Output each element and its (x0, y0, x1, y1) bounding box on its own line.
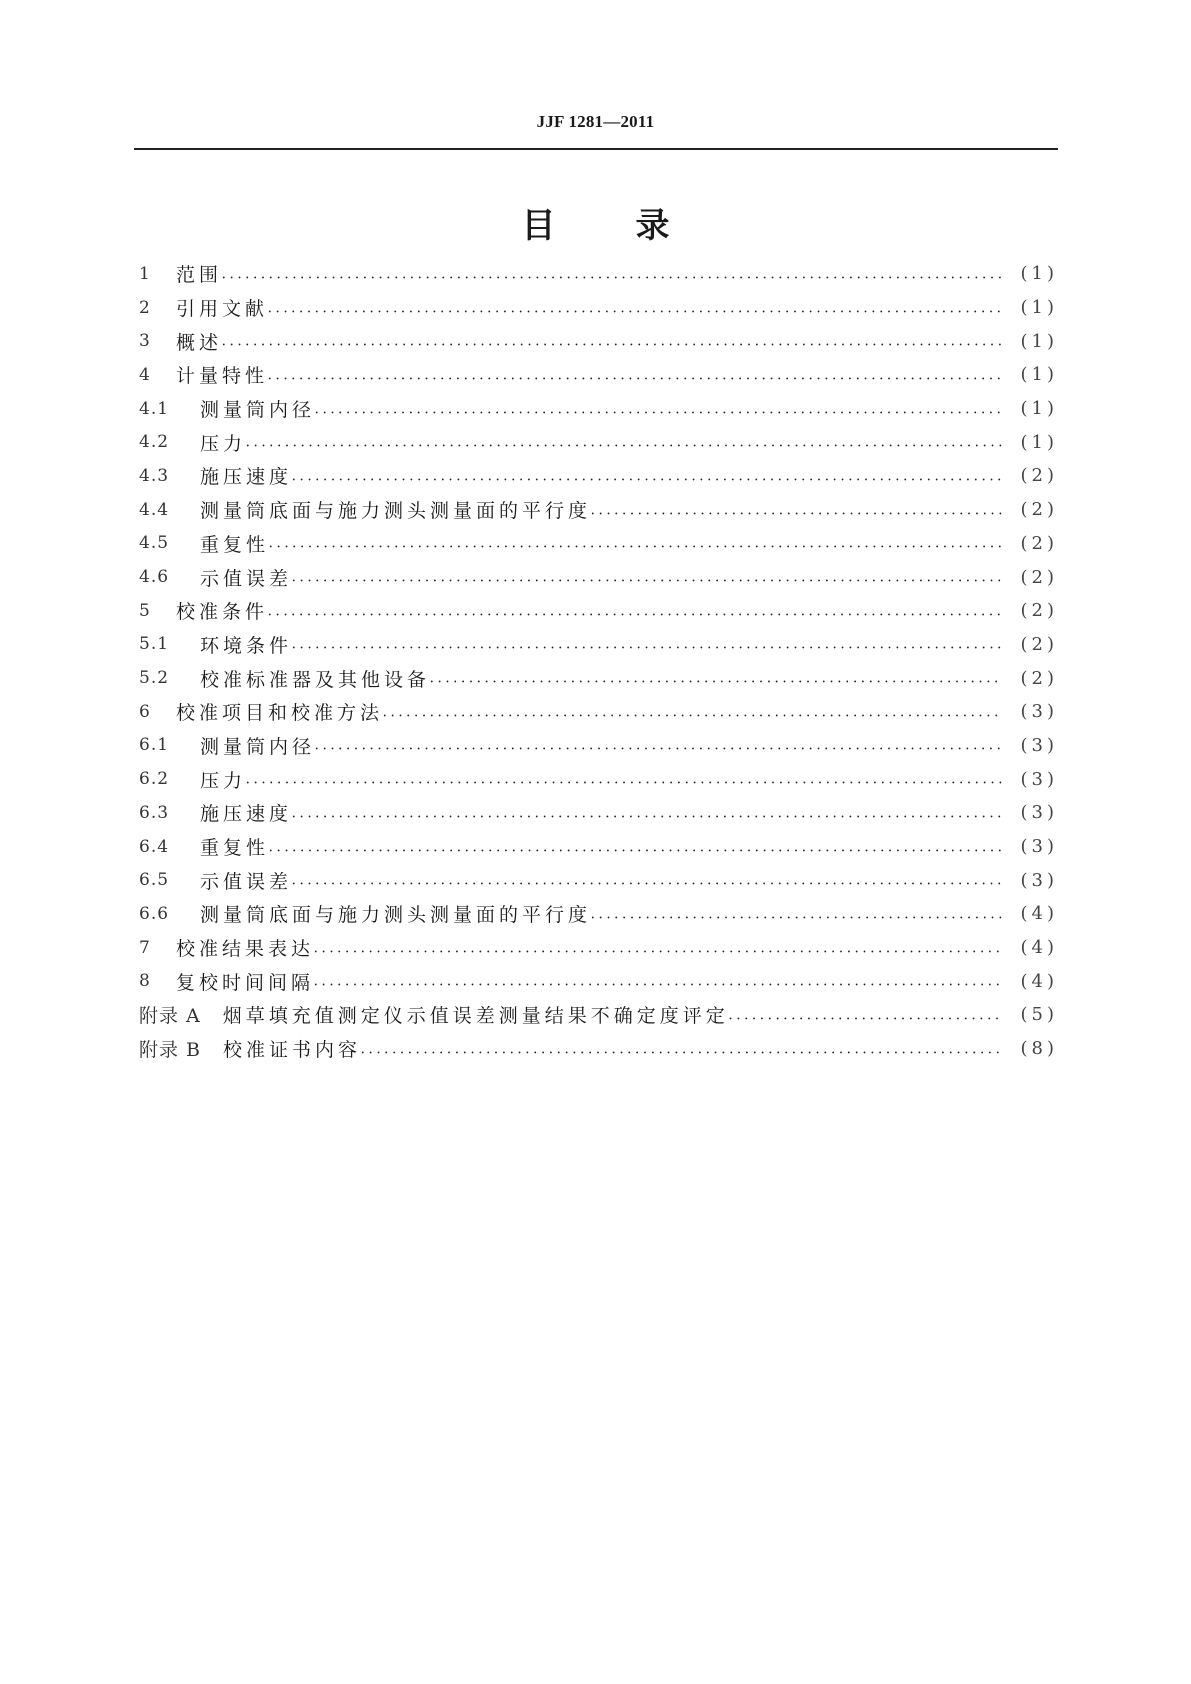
toc-entry[interactable] (139, 459, 1058, 493)
toc-entry-number: 7 (139, 937, 151, 958)
toc-entry-number: 6 (139, 701, 151, 722)
dot-leader (591, 904, 1002, 924)
toc-entry-page: (3) (1020, 734, 1058, 756)
toc-entry-label: 复校时间间隔 (176, 971, 315, 994)
toc-entry-page: (1) (1020, 364, 1058, 386)
toc-entry-label: 校准项目和校准方法 (176, 702, 384, 725)
toc-entry-label: 施压速度 (200, 466, 293, 489)
toc-entry[interactable] (139, 931, 1058, 965)
toc-entry[interactable] (139, 998, 1058, 1032)
toc-entry-number: 4.3 (139, 465, 170, 486)
toc-entry[interactable] (139, 324, 1058, 358)
toc-entry[interactable] (139, 628, 1058, 662)
dot-leader (292, 466, 1002, 486)
dot-leader (591, 500, 1002, 520)
toc-entry-number: 附录 B (139, 1039, 202, 1062)
dot-leader (269, 837, 1002, 857)
toc-entry-page: (4) (1020, 970, 1058, 992)
toc-entry-page: (4) (1020, 937, 1058, 959)
toc-entry-page: (8) (1020, 1038, 1058, 1060)
toc-entry[interactable] (139, 257, 1058, 291)
toc-entry-page: (2) (1020, 667, 1058, 689)
dot-leader (292, 870, 1002, 890)
toc-entry-page: (1) (1020, 431, 1058, 453)
toc-entry[interactable] (139, 560, 1058, 594)
toc-entry-page: (4) (1020, 903, 1058, 925)
toc-entry-label: 校准条件 (176, 601, 269, 624)
toc-entry-number: 附录 A (139, 1005, 201, 1028)
toc-entry[interactable] (139, 358, 1058, 392)
toc-entry-label: 烟草填充值测定仪示值误差测量结果不确定度评定 (222, 1005, 729, 1028)
dot-leader (292, 567, 1002, 587)
toc-entry-page: (3) (1020, 802, 1058, 824)
toc-entry-label: 测量筒底面与施力测头测量面的平行度 (200, 904, 592, 927)
toc-entry-label: 压力 (200, 769, 247, 792)
toc-entry-number: 4 (139, 364, 151, 385)
dot-leader (292, 803, 1002, 823)
toc-entry[interactable] (139, 1032, 1058, 1066)
toc-entry-page: (1) (1020, 398, 1058, 420)
dot-leader (269, 533, 1002, 553)
title-char: 录 (635, 206, 670, 246)
toc-entry-label: 范围 (176, 264, 223, 287)
dot-leader (246, 432, 1002, 452)
toc-entry-number: 6.2 (139, 769, 170, 790)
dot-leader (268, 298, 1002, 318)
toc-entry-number: 6.4 (139, 836, 170, 857)
dot-leader (268, 601, 1002, 621)
toc-entry-label: 校准标准器及其他设备 (200, 668, 431, 691)
dot-leader (383, 702, 1002, 722)
standard-code: JJF 1281—2011 (536, 112, 655, 131)
toc-entry[interactable] (139, 661, 1058, 695)
toc-entry-page: (3) (1020, 701, 1058, 723)
dot-leader (729, 1005, 1002, 1025)
toc-entry[interactable] (139, 695, 1058, 729)
toc-entry-number: 5.2 (139, 668, 170, 689)
toc-entry-page: (3) (1020, 836, 1058, 858)
dot-leader (222, 264, 1002, 284)
toc-entry-number: 4.2 (139, 432, 170, 453)
toc-entry-label: 压力 (200, 432, 247, 455)
toc-entry-label: 施压速度 (200, 803, 293, 826)
toc-entry[interactable] (139, 425, 1058, 459)
dot-leader (314, 938, 1002, 958)
toc-entry-label: 校准证书内容 (223, 1039, 362, 1062)
toc-entry-page: (2) (1020, 600, 1058, 622)
toc-entry-page: (2) (1020, 532, 1058, 554)
toc-entry-label: 环境条件 (200, 634, 293, 657)
toc-entry-label: 计量特性 (176, 365, 269, 388)
toc-entry-label: 测量筒底面与施力测头测量面的平行度 (200, 500, 592, 523)
toc-entry-label: 测量筒内径 (200, 735, 316, 758)
toc-entry-page: (2) (1020, 465, 1058, 487)
dot-leader (315, 735, 1002, 755)
toc-entry-label: 概述 (176, 331, 223, 354)
table-of-contents (139, 257, 1058, 1066)
toc-entry[interactable] (139, 863, 1058, 897)
toc-entry-number: 4.5 (139, 533, 170, 554)
toc-entry-number: 8 (139, 971, 151, 992)
toc-entry-number: 6.3 (139, 802, 170, 823)
toc-entry[interactable] (139, 493, 1058, 527)
toc-entry[interactable] (139, 392, 1058, 426)
header-divider (134, 148, 1058, 150)
toc-entry-page: (2) (1020, 566, 1058, 588)
toc-entry-number: 4.4 (139, 499, 170, 520)
dot-leader (430, 668, 1002, 688)
dot-leader (246, 769, 1002, 789)
dot-leader (222, 331, 1002, 351)
toc-entry-number: 4.6 (139, 567, 170, 588)
toc-entry-page: (2) (1020, 633, 1058, 655)
toc-entry-label: 示值误差 (200, 567, 293, 590)
toc-entry-number: 6.6 (139, 903, 170, 924)
page-title (0, 198, 1191, 247)
dot-leader (361, 1039, 1002, 1059)
toc-entry[interactable] (139, 964, 1058, 998)
toc-entry-label: 重复性 (200, 837, 270, 860)
toc-entry-number: 5.1 (139, 634, 170, 655)
toc-entry-page: (5) (1020, 1004, 1058, 1026)
toc-entry-label: 引用文献 (176, 298, 269, 321)
toc-entry[interactable] (139, 527, 1058, 561)
toc-entry-label: 测量筒内径 (200, 399, 316, 422)
toc-entry-page: (1) (1020, 330, 1058, 352)
dot-leader (314, 971, 1002, 991)
toc-entry-number: 3 (139, 331, 151, 352)
toc-entry-number: 1 (139, 263, 151, 284)
toc-entry-number: 4.1 (139, 398, 170, 419)
toc-entry-label: 重复性 (200, 533, 270, 556)
toc-entry[interactable] (139, 762, 1058, 796)
toc-entry-page: (1) (1020, 297, 1058, 319)
toc-entry-page: (3) (1020, 768, 1058, 790)
toc-entry[interactable] (139, 594, 1058, 628)
toc-entry[interactable] (139, 830, 1058, 864)
toc-entry[interactable] (139, 729, 1058, 763)
toc-entry-page: (3) (1020, 869, 1058, 891)
toc-entry-number: 6.1 (139, 735, 170, 756)
title-char: 目 (521, 206, 556, 246)
dot-leader (315, 399, 1002, 419)
toc-entry[interactable] (139, 897, 1058, 931)
dot-leader (292, 634, 1002, 654)
toc-entry-label: 示值误差 (200, 870, 293, 893)
toc-entry-page: (1) (1020, 263, 1058, 285)
toc-entry-number: 5 (139, 600, 151, 621)
toc-entry-label: 校准结果表达 (176, 938, 315, 961)
toc-entry[interactable] (139, 291, 1058, 325)
toc-entry-number: 6.5 (139, 870, 170, 891)
toc-entry[interactable] (139, 796, 1058, 830)
toc-entry-page: (2) (1020, 499, 1058, 521)
toc-entry-number: 2 (139, 297, 151, 318)
dot-leader (268, 365, 1002, 385)
